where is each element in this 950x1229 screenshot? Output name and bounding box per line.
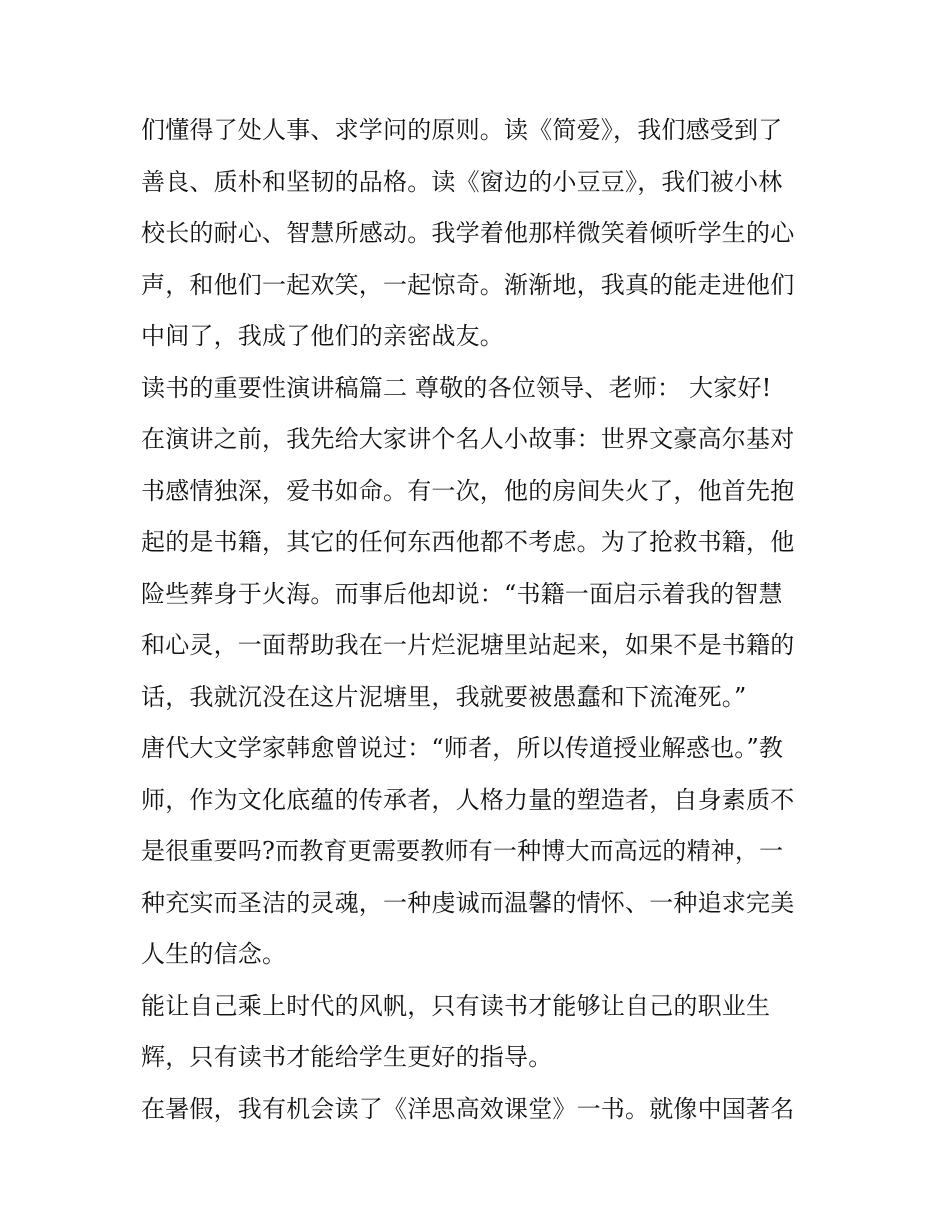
text-line: 和心灵，一面帮助我在一片烂泥塘里站起来，如果不是书籍的 — [141, 631, 795, 659]
text-line: 险些葬身于火海。而事后他却说：“书籍一面启示着我的智慧 — [141, 579, 783, 608]
text-line: 话，我就沉没在这片泥塘里，我就要被愚蠢和下流淹死。” — [141, 682, 747, 711]
text-line: 能让自己乘上时代的风帆，只有读书才能够让自己的职业生 — [141, 991, 771, 1020]
text-line: 校长的耐心、智慧所感动。我学着他那样微笑着倾听学生的心 — [141, 219, 795, 247]
body-text — [141, 105, 821, 1135]
text-line: 书感情独深，爱书如命。有一次，他的房间失火了，他首先抱 — [141, 476, 795, 505]
text-line: 善良、质朴和坚韧的品格。读《窗边的小豆豆》，我们被小林 — [141, 167, 783, 196]
text-line: 们懂得了处人事、求学问的原则。读《简爱》，我们感受到了 — [141, 116, 783, 144]
text-line: 在暑假，我有机会读了《洋思高效课堂》一书。就像中国著名 — [141, 1094, 795, 1123]
text-line: 种充实而圣洁的灵魂，一种虔诚而温馨的情怀、一种追求完美 — [141, 888, 795, 917]
text-line: 在演讲之前，我先给大家讲个名人小故事：世界文豪高尔基对 — [141, 425, 795, 453]
text-line: 声，和他们一起欢笑，一起惊奇。渐渐地，我真的能走进他们 — [141, 270, 795, 299]
text-line: 中间了，我成了他们的亲密战友。 — [141, 322, 504, 350]
text-line: 人生的信念。 — [141, 940, 287, 968]
text-line: 师，作为文化底蕴的传承者，人格力量的塑造者，自身素质不 — [141, 785, 795, 814]
text-line: 辉，只有读书才能给学生更好的指导。 — [141, 1043, 553, 1071]
section-heading-line: 读书的重要性演讲稿篇二 尊敬的各位领导、老师： 大家好! — [141, 373, 772, 402]
text-line: 唐代大文学家韩愈曾说过：“师者，所以传道授业解惑也。”教 — [141, 734, 784, 762]
text-line: 是很重要吗?而教育更需要教师有一种博大而高远的精神，一 — [141, 837, 784, 865]
text-line: 起的是书籍，其它的任何东西他都不考虑。为了抢救书籍，他 — [141, 528, 795, 556]
